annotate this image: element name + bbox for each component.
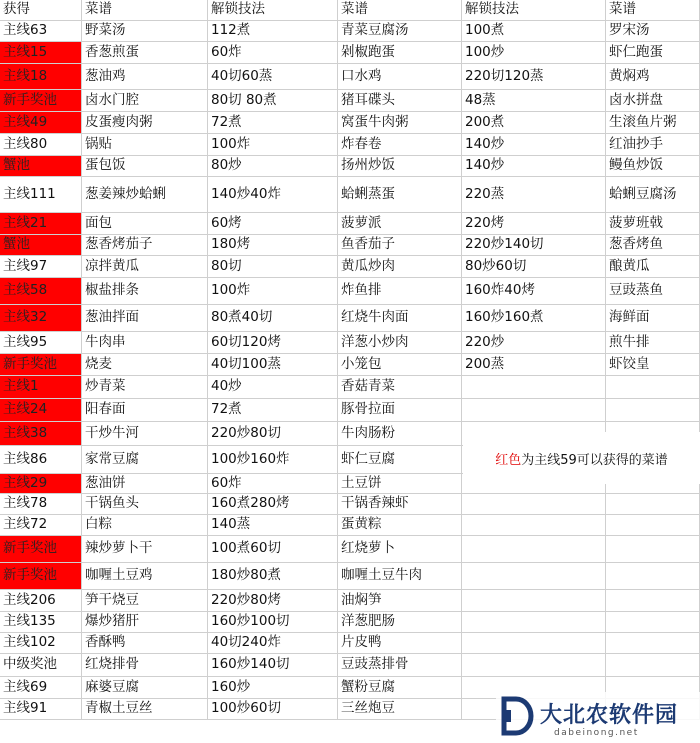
dish-cell: 椒盐排条: [82, 278, 208, 305]
dish-cell: 干炒牛河: [82, 422, 208, 446]
dish-cell: 黄焖鸡: [606, 64, 700, 90]
dish-cell: 酿黄瓜: [606, 256, 700, 278]
dish-cell: 葱姜辣炒蛤蜊: [82, 177, 208, 213]
dish-cell: 干锅香辣虾: [338, 494, 462, 515]
technique-cell: 220蒸: [462, 177, 606, 213]
empty-cell: [606, 633, 700, 654]
source-cell: 主线95: [0, 332, 82, 354]
technique-cell: 200蒸: [462, 354, 606, 376]
technique-cell: 220炒80烤: [208, 590, 338, 612]
dish-cell: 炸鱼排: [338, 278, 462, 305]
source-cell: 主线15: [0, 42, 82, 64]
dish-cell: 咖喱土豆鸡: [82, 563, 208, 590]
dish-cell: 香葱煎蛋: [82, 42, 208, 64]
technique-cell: 100炸: [208, 278, 338, 305]
dish-cell: 煎牛排: [606, 332, 700, 354]
dish-cell: 面包: [82, 213, 208, 235]
technique-cell: 72煮: [208, 112, 338, 134]
column-header: 获得: [0, 0, 82, 21]
dish-cell: 麻婆豆腐: [82, 677, 208, 699]
source-cell: 主线1: [0, 376, 82, 399]
dish-cell: 洋葱肥肠: [338, 612, 462, 633]
technique-cell: 220切120蒸: [462, 64, 606, 90]
technique-cell: 40切100蒸: [208, 354, 338, 376]
dish-cell: 猪耳碟头: [338, 90, 462, 112]
dish-cell: 土豆饼: [338, 474, 462, 494]
dish-cell: 爆炒猪肝: [82, 612, 208, 633]
empty-cell: [462, 563, 606, 590]
dish-cell: 炸春卷: [338, 134, 462, 156]
dish-cell: 白粽: [82, 515, 208, 536]
dish-cell: 豚骨拉面: [338, 399, 462, 422]
technique-cell: 180炒80煮: [208, 563, 338, 590]
source-cell: 新手奖池: [0, 90, 82, 112]
source-cell: 主线135: [0, 612, 82, 633]
dish-cell: 窝蛋牛肉粥: [338, 112, 462, 134]
empty-cell: [462, 654, 606, 677]
dish-cell: 油焖笋: [338, 590, 462, 612]
dish-cell: 葱油鸡: [82, 64, 208, 90]
dish-cell: 卤水拼盘: [606, 90, 700, 112]
empty-cell: [462, 633, 606, 654]
dish-cell: 烧麦: [82, 354, 208, 376]
dish-cell: 鱼香茄子: [338, 235, 462, 256]
source-cell: 新手奖池: [0, 536, 82, 563]
technique-cell: 60切120烤: [208, 332, 338, 354]
empty-cell: [462, 536, 606, 563]
dish-cell: 片皮鸭: [338, 633, 462, 654]
empty-cell: [462, 590, 606, 612]
empty-cell: [462, 494, 606, 515]
dish-cell: 香酥鸭: [82, 633, 208, 654]
source-cell: 主线24: [0, 399, 82, 422]
dish-cell: 黄瓜炒肉: [338, 256, 462, 278]
source-cell: 主线206: [0, 590, 82, 612]
source-cell: 主线58: [0, 278, 82, 305]
empty-cell: [606, 515, 700, 536]
watermark: [496, 692, 700, 743]
dish-cell: 菠萝派: [338, 213, 462, 235]
empty-cell: [462, 515, 606, 536]
column-header: 解锁技法: [208, 0, 338, 21]
technique-cell: 80切 80煮: [208, 90, 338, 112]
technique-cell: 220炒140切: [462, 235, 606, 256]
technique-cell: 160炸40烤: [462, 278, 606, 305]
technique-cell: 100炒: [462, 42, 606, 64]
dish-cell: 鳗鱼炒饭: [606, 156, 700, 177]
empty-cell: [606, 536, 700, 563]
empty-cell: [606, 590, 700, 612]
dish-cell: 红烧排骨: [82, 654, 208, 677]
empty-cell: [606, 376, 700, 399]
technique-cell: 40切240炸: [208, 633, 338, 654]
technique-cell: 220炒: [462, 332, 606, 354]
source-cell: 蟹池: [0, 156, 82, 177]
source-cell: 主线63: [0, 21, 82, 42]
dish-cell: 蛤蜊豆腐汤: [606, 177, 700, 213]
dish-cell: 家常豆腐: [82, 446, 208, 474]
source-cell: 主线72: [0, 515, 82, 536]
technique-cell: 100炒60切: [208, 699, 338, 720]
column-header: 解锁技法: [462, 0, 606, 21]
dish-cell: 凉拌黄瓜: [82, 256, 208, 278]
source-cell: 主线86: [0, 446, 82, 474]
technique-cell: 100煮60切: [208, 536, 338, 563]
empty-cell: [606, 563, 700, 590]
dish-cell: 豆豉蒸排骨: [338, 654, 462, 677]
column-header: 菜谱: [606, 0, 700, 21]
dish-cell: 葱油拌面: [82, 305, 208, 332]
dish-cell: 口水鸡: [338, 64, 462, 90]
dish-cell: 扬州炒饭: [338, 156, 462, 177]
empty-cell: [606, 399, 700, 422]
technique-cell: 112煮: [208, 21, 338, 42]
technique-cell: 80炒60切: [462, 256, 606, 278]
technique-cell: 80切: [208, 256, 338, 278]
technique-cell: 100炸: [208, 134, 338, 156]
empty-cell: [462, 376, 606, 399]
column-header: 菜谱: [82, 0, 208, 21]
technique-cell: 160炒140切: [208, 654, 338, 677]
empty-cell: [606, 494, 700, 515]
dish-cell: 野菜汤: [82, 21, 208, 42]
dish-cell: 蛋黄粽: [338, 515, 462, 536]
dish-cell: 三丝炮豆: [338, 699, 462, 720]
dish-cell: 洋葱小炒肉: [338, 332, 462, 354]
source-cell: 主线38: [0, 422, 82, 446]
technique-cell: 160炒: [208, 677, 338, 699]
technique-cell: 160炒160煮: [462, 305, 606, 332]
source-cell: 中级奖池: [0, 654, 82, 677]
dish-cell: 锅贴: [82, 134, 208, 156]
source-cell: 主线49: [0, 112, 82, 134]
technique-cell: 80煮40切: [208, 305, 338, 332]
source-cell: 新手奖池: [0, 563, 82, 590]
dish-cell: 红烧牛肉面: [338, 305, 462, 332]
technique-cell: 60炸: [208, 42, 338, 64]
dish-cell: 卤水门腔: [82, 90, 208, 112]
dish-cell: 笋干烧豆: [82, 590, 208, 612]
technique-cell: 72煮: [208, 399, 338, 422]
dish-cell: 海鲜面: [606, 305, 700, 332]
dish-cell: 葱油饼: [82, 474, 208, 494]
source-cell: 蟹池: [0, 235, 82, 256]
watermark-logo-icon: [500, 696, 536, 736]
empty-cell: [606, 654, 700, 677]
source-cell: 主线80: [0, 134, 82, 156]
technique-cell: 140炒: [462, 156, 606, 177]
dish-cell: 红烧萝卜: [338, 536, 462, 563]
technique-cell: 80炒: [208, 156, 338, 177]
dish-cell: 炒青菜: [82, 376, 208, 399]
technique-cell: 60烤: [208, 213, 338, 235]
technique-cell: 60炸: [208, 474, 338, 494]
dish-cell: 虾饺皇: [606, 354, 700, 376]
dish-cell: 葱香烤鱼: [606, 235, 700, 256]
technique-cell: 220炒80切: [208, 422, 338, 446]
dish-cell: 阳春面: [82, 399, 208, 422]
empty-cell: [462, 399, 606, 422]
dish-cell: 咖喱土豆牛肉: [338, 563, 462, 590]
source-cell: 主线29: [0, 474, 82, 494]
dish-cell: 皮蛋瘦肉粥: [82, 112, 208, 134]
technique-cell: 180烤: [208, 235, 338, 256]
watermark-en: dabeinong.net: [554, 728, 639, 738]
technique-cell: 160炒100切: [208, 612, 338, 633]
source-cell: 主线32: [0, 305, 82, 332]
dish-cell: 生滚鱼片粥: [606, 112, 700, 134]
technique-cell: 140炒: [462, 134, 606, 156]
watermark-cn: 大北农软件园: [540, 702, 679, 728]
dish-cell: 豆豉蒸鱼: [606, 278, 700, 305]
dish-cell: 蛤蜊蒸蛋: [338, 177, 462, 213]
dish-cell: 牛肉串: [82, 332, 208, 354]
legend-text: 为主线59可以获得的菜谱: [521, 452, 668, 468]
dish-cell: 蟹粉豆腐: [338, 677, 462, 699]
technique-cell: 140炒40炸: [208, 177, 338, 213]
dish-cell: 干锅鱼头: [82, 494, 208, 515]
dish-cell: 蛋包饭: [82, 156, 208, 177]
technique-cell: 100煮: [462, 21, 606, 42]
dish-cell: 虾仁跑蛋: [606, 42, 700, 64]
legend-note: [463, 432, 700, 484]
source-cell: 主线97: [0, 256, 82, 278]
technique-cell: 140蒸: [208, 515, 338, 536]
technique-cell: 100炒160炸: [208, 446, 338, 474]
source-cell: 主线78: [0, 494, 82, 515]
source-cell: 主线18: [0, 64, 82, 90]
dish-cell: 罗宋汤: [606, 21, 700, 42]
source-cell: 主线102: [0, 633, 82, 654]
source-cell: 新手奖池: [0, 354, 82, 376]
dish-cell: 青菜豆腐汤: [338, 21, 462, 42]
dish-cell: 葱香烤茄子: [82, 235, 208, 256]
dish-cell: 菠萝班戟: [606, 213, 700, 235]
dish-cell: 香菇青菜: [338, 376, 462, 399]
dish-cell: 小笼包: [338, 354, 462, 376]
dish-cell: 剁椒跑蛋: [338, 42, 462, 64]
legend-red-word: 红色: [495, 452, 522, 468]
source-cell: 主线69: [0, 677, 82, 699]
dish-cell: 虾仁豆腐: [338, 446, 462, 474]
technique-cell: 200煮: [462, 112, 606, 134]
empty-cell: [606, 612, 700, 633]
technique-cell: 40炒: [208, 376, 338, 399]
dish-cell: 红油抄手: [606, 134, 700, 156]
technique-cell: 220烤: [462, 213, 606, 235]
technique-cell: 160煮280烤: [208, 494, 338, 515]
source-cell: 主线111: [0, 177, 82, 213]
dish-cell: 辣炒萝卜干: [82, 536, 208, 563]
dish-cell: 牛肉肠粉: [338, 422, 462, 446]
technique-cell: 48蒸: [462, 90, 606, 112]
source-cell: 主线91: [0, 699, 82, 720]
column-header: 菜谱: [338, 0, 462, 21]
empty-cell: [462, 612, 606, 633]
technique-cell: 40切60蒸: [208, 64, 338, 90]
dish-cell: 青椒土豆丝: [82, 699, 208, 720]
source-cell: 主线21: [0, 213, 82, 235]
